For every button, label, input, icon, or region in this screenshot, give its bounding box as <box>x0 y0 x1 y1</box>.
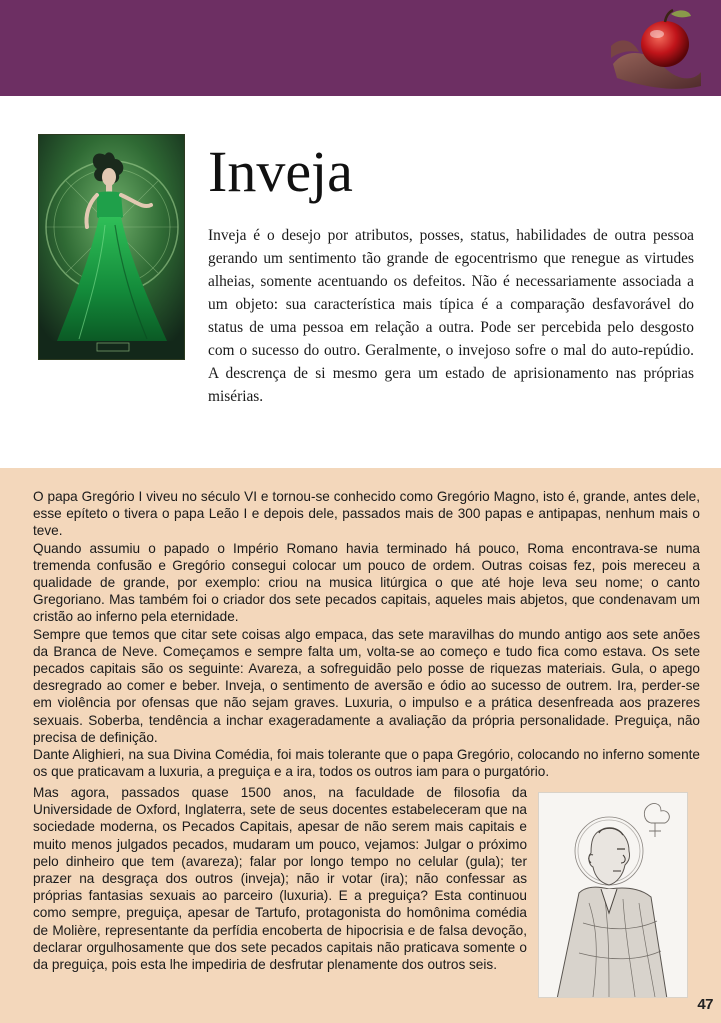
intro-paragraph: Inveja é o desejo por atributos, posses, status, habilidades de outra pessoa gerando um sentimento tão grande de egocentrismo que renegue as virtudes alheias, somente acentuando os defeitos. Não é necessariamente associada a um objeto: sua característica mais típica é a comparação desfavorável do status de uma pessoa em relação a outra. Pode ser percebida pelo desgosto com o sucesso do outro. Geralmente, o invejoso sofre o mal do auto-repúdio. A descrença de si mesmo gera um estado de aprisionamento nas próprias misérias. <box>208 227 694 405</box>
body-paragraph-last: Mas agora, passados quase 1500 anos, na faculdade de filosofia da Universidade de Oxford, Inglaterra, sete de seus docentes estabeleceram que na sociedade moderna, os Pecados Capitais, apesar de não serem mais capitais e muito menos julgados pecados, mudaram um pouco, vejamos: Julgar o próximo pelo dinheiro que tem (avareza); falar por longo tempo no celular (gula); ter prazer na desgraça dos outros (inveja); não ir votar (ira); não confessar as próprias fantasias sexuais ao parceiro (luxuria). E a preguiça? Esta continuou como sempre, preguiça, apesar de Tartufo, protagonista do homônima comédia de Molière, representante da perfídia encoberta de hipocrisia e de falsa devoção, declarar orgulhosamente que dos sete pecados capitais não praticava somente o da preguiça, pois esta lhe impediria de desfrutar plenamente dos outros seis. <box>33 785 527 973</box>
page-title: Inveja <box>208 139 353 204</box>
body-paragraph: Quando assumiu o papado o Império Romano havia terminado há pouco, Roma encontrava-se numa tremenda confusão e Gregório consegui colocar um pouco de ordem. Outras coisas fez, pois mereceu a qualidade de grande, por exemplo: criou na musica litúrgica o que até hoje leva seu nome; o canto Gregoriano. Mas também foi o criador dos sete pecados capitais, aqueles mais abjetos, que condenavam um cristão ao inferno pela eternidade. <box>33 540 700 625</box>
intro-section <box>0 96 721 468</box>
page-number: 47 <box>697 996 713 1013</box>
envy-illustration <box>38 134 185 360</box>
body-section <box>0 468 721 1023</box>
body-text <box>33 488 700 780</box>
apple-icon <box>607 6 703 90</box>
header-band <box>0 0 721 96</box>
body-paragraph: O papa Gregório I viveu no século VI e tornou-se conhecido como Gregório Magno, isto é, grande, antes dele, esse epíteto o tivera o papa Leão I e depois dele, passados mais de 300 papas e antipapas, nenhum mais o teve. <box>33 489 700 539</box>
pope-gregory-portrait <box>538 792 688 998</box>
body-paragraph: Sempre que temos que citar sete coisas algo empaca, das sete maravilhas do mundo antigo aos sete anões da Branca de Neve. Começamos e sempre falta um, volta-se ao começo e tudo fica como estava. Os sete pecados capitais são os seguinte: Avareza, a sofreguidão pelo posse de riquezas materiais. Gula, o apego desregrado ao comer e beber. Inveja, o sentimento de aversão e ódio ao sucesso de outrem. Ira, perder-se em violência por ofensas que não sejam graves. Luxuria, o impulso e a prática desenfreada aos prazeres sexuais. Soberba, tendência a inchar exageradamente a avaliação da própria personalidade. Preguiça, não precisa de definição. <box>33 626 700 745</box>
body-paragraph: Dante Alighieri, na sua Divina Comédia, foi mais tolerante que o papa Gregório, colocando no inferno somente os que praticavam a luxuria, a preguiça e a ira, todos os outros iam para o purgatório. <box>33 747 700 780</box>
